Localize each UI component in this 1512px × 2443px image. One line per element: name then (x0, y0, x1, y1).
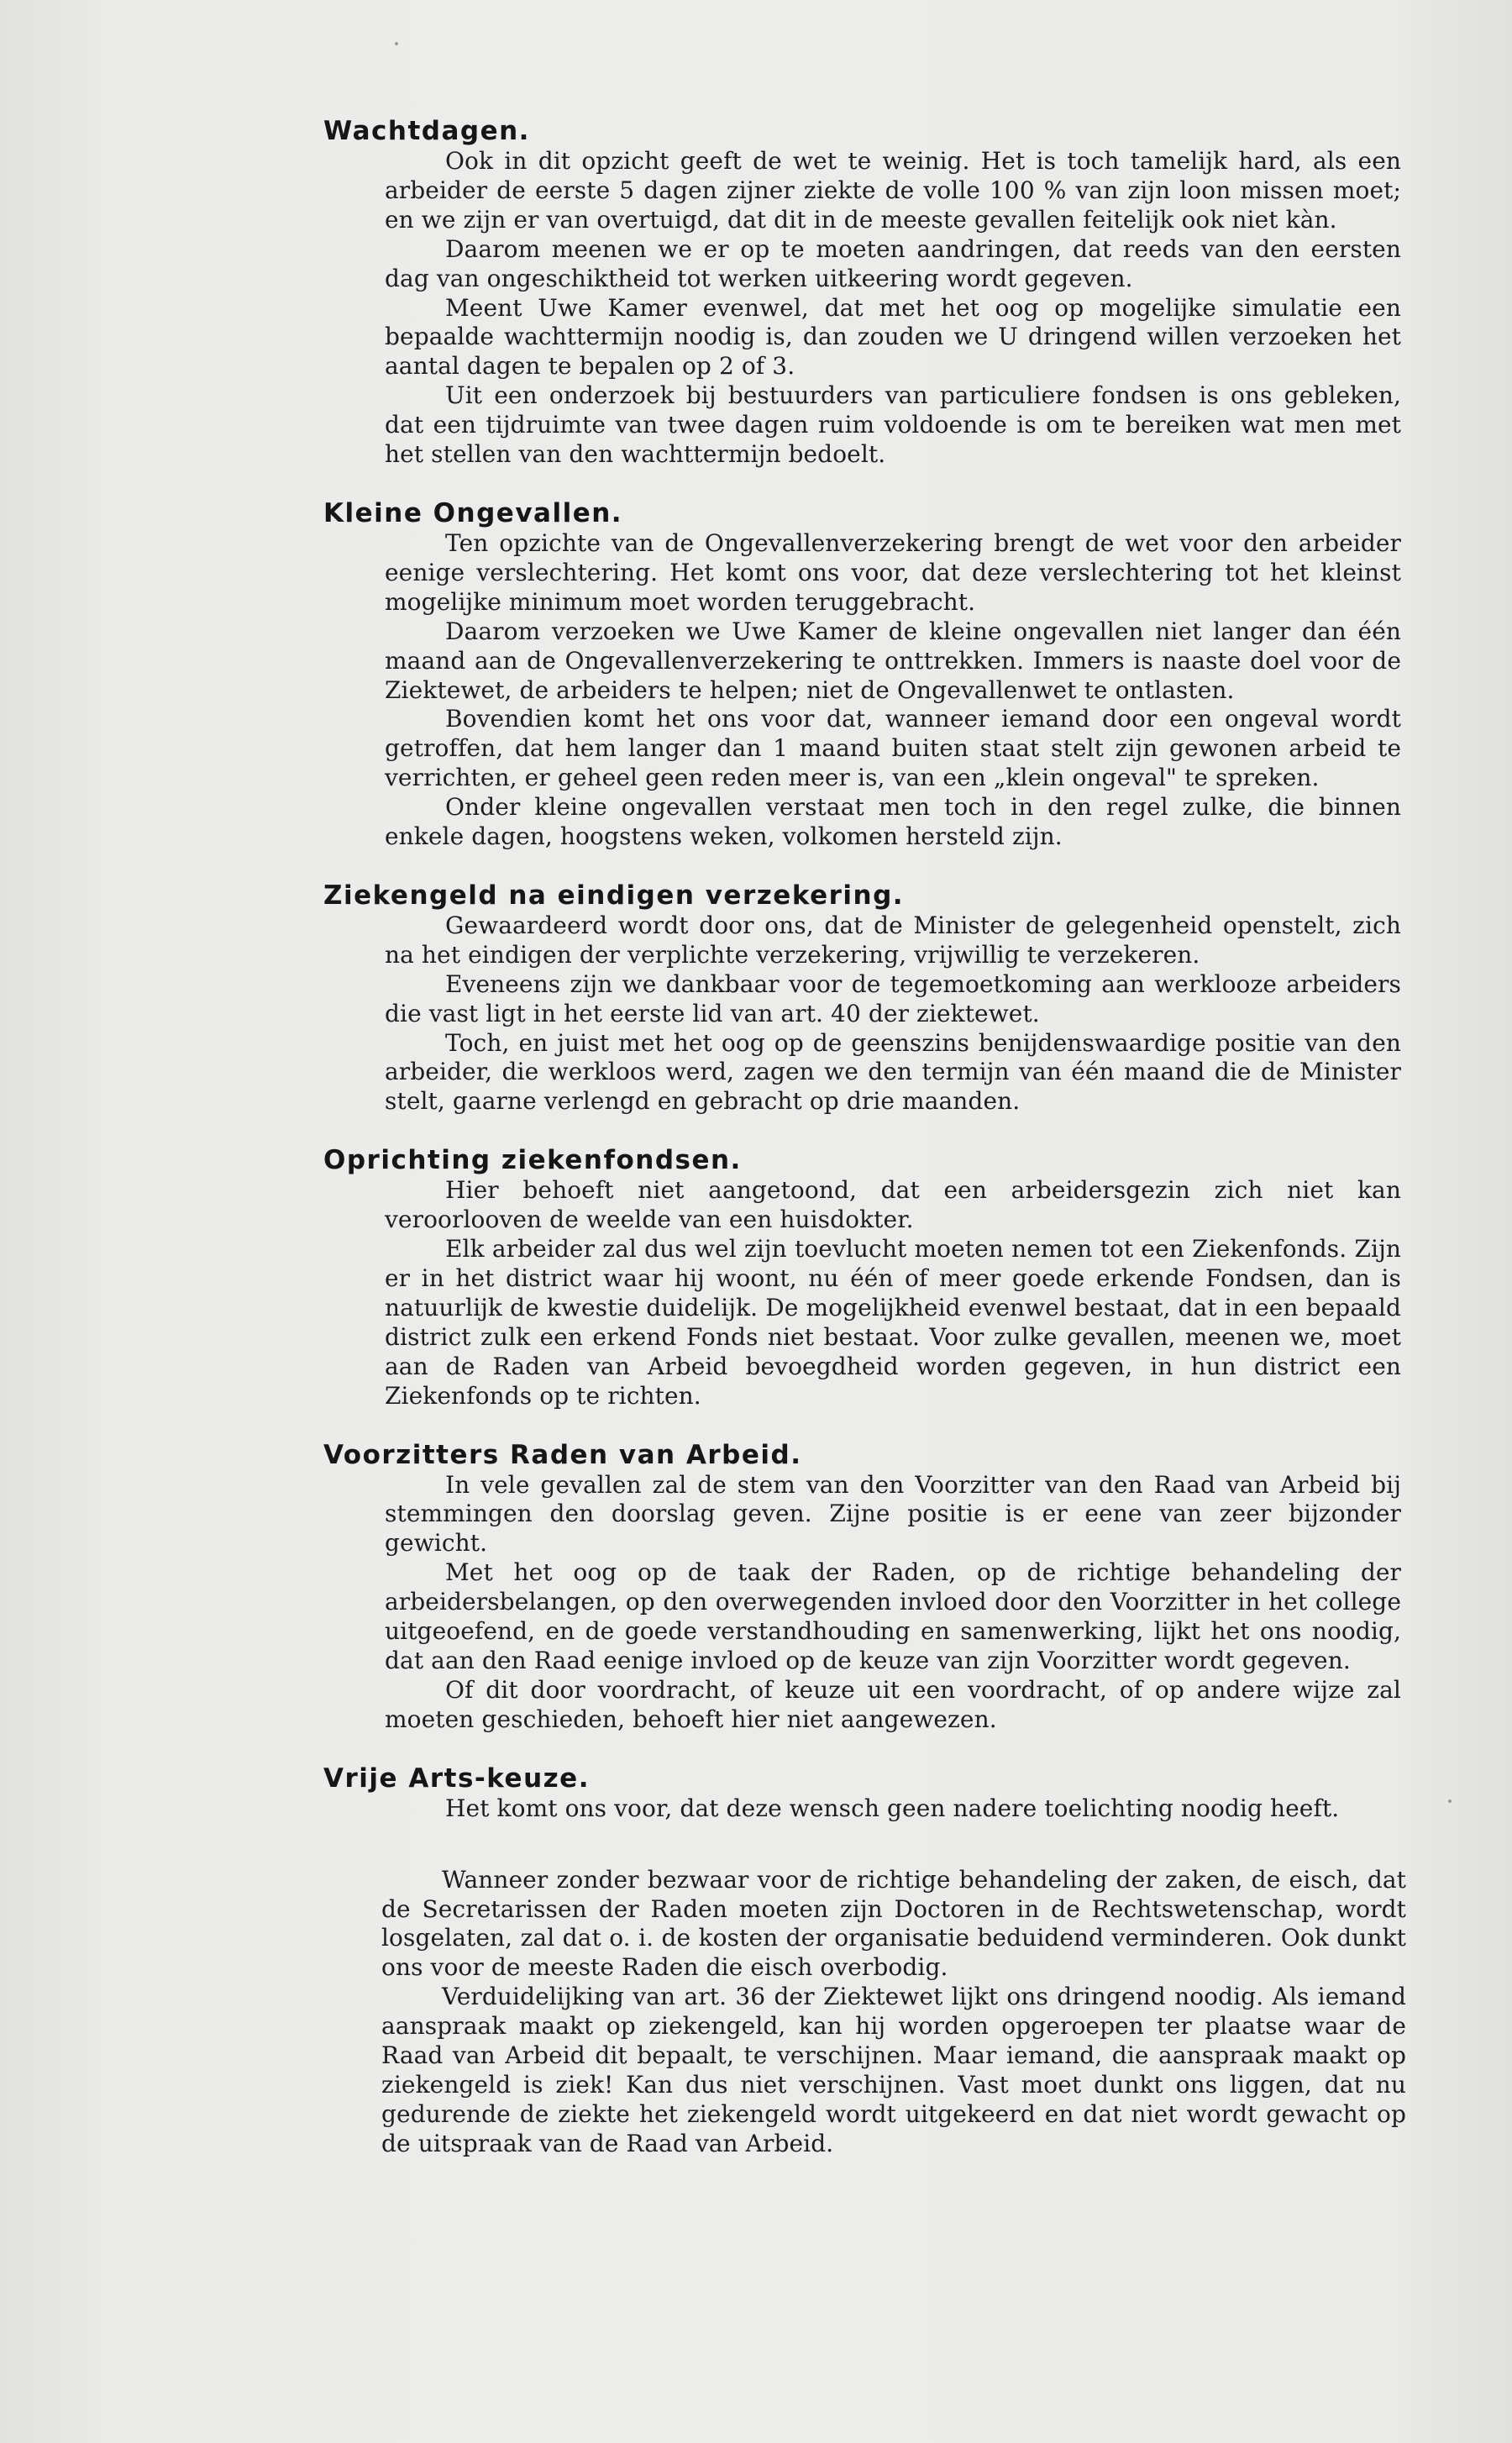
paragraph: Ook in dit opzicht geeft de wet te weinig. Het is toch tamelijk hard, als een arbeider de eerste 5 dagen zijner ziekte de volle 100 % van zijn loon missen moet; en we zijn er van overtuigd, dat dit in de meeste gevallen feitelijk ook niet kàn. (385, 147, 1401, 234)
paragraph: Uit een onderzoek bij bestuurders van particuliere fondsen is ons gebleken, dat een tijdruimte van twee dagen ruim voldoende is om te bereiken wat men met het stellen van den wachttermijn bedoelt. (385, 381, 1401, 469)
text-column (323, 116, 1406, 2159)
section-oprichting-ziekenfondsen (323, 1145, 1401, 1411)
paragraph: Of dit door voordracht, of keuze uit een voordracht, of op andere wijze zal moeten geschieden, behoeft hier niet aangewezen. (385, 1675, 1401, 1733)
paragraph: Hier behoeft niet aangetoond, dat een arbeidersgezin zich niet kan veroorlooven de weelde van een huisdokter. (385, 1176, 1401, 1234)
paragraph: Bovendien komt het ons voor dat, wanneer iemand door een ongeval wordt getroffen, dat hem langer dan 1 maand buiten staat stelt zijn gewonen arbeid te verrichten, er geheel geen reden meer is, van een „klein ongeval" te spreken. (385, 705, 1401, 792)
section-voorzitters (323, 1439, 1401, 1735)
paragraph: Het komt ons voor, dat deze wensch geen nadere toelichting noodig heeft. (445, 1794, 1340, 1822)
paragraph: Daarom meenen we er op te moeten aandringen, dat reeds van den eersten dag van ongeschiktheid tot werken uitkeering wordt gegeven. (385, 234, 1401, 292)
section-heading: Oprichting ziekenfondsen. (323, 1145, 742, 1176)
paragraph: Gewaardeerd wordt door ons, dat de Minister de gelegenheid openstelt, zich na het eindigen der verplichte verzekering, vrijwillig te verzekeren. (385, 911, 1401, 969)
section-heading: Kleine Ongevallen. (323, 497, 623, 528)
paragraph: Daarom verzoeken we Uwe Kamer de kleine ongevallen niet langer dan één maand aan de Ongevallenverzekering te onttrekken. Immers is naaste doel voor de Ziektewet, de arbeiders te helpen; niet de Ongevallenwet te ontlasten. (385, 617, 1401, 704)
paragraph: Met het oog op de taak der Raden, op de richtige behandeling der arbeidersbelangen, op den overwegenden invloed door den Voorzitter in het college uitgeoefend, en de goede verstandhouding en samenwerking, lijkt het ons noodig, dat aan den Raad eenige invloed op de keuze van zijn Voorzitter wordt gegeven. (385, 1558, 1401, 1674)
paragraph: Wanneer zonder bezwaar voor de richtige behandeling der zaken, de eisch, dat de Secretarissen der Raden moeten zijn Doctoren in de Rechtswetenschap, wordt losgelaten, zal dat o. i. de kosten der organisatie beduidend verminderen. Ook dunkt ons voor de meeste Raden die eisch overbodig. (381, 1865, 1406, 1982)
paragraph: Meent Uwe Kamer evenwel, dat met het oog op mogelijke simulatie een bepaalde wachttermijn noodig is, dan zouden we U dringend willen verzoeken het aantal dagen te bepalen op 2 of 3. (385, 293, 1401, 381)
paper-speck (395, 42, 398, 45)
section-heading: Voorzitters Raden van Arbeid. (323, 1439, 802, 1470)
section-ziekengeld (323, 880, 1401, 1116)
section-vrije-arts-keuze (323, 1763, 1401, 1824)
section-heading: Vrije Arts-keuze. (323, 1763, 590, 1794)
paragraph: Eveneens zijn we dankbaar voor de tegemoetkoming aan werklooze arbeiders die vast ligt in het eerste lid van art. 40 der ziektewet. (385, 969, 1401, 1027)
section-wachtdagen (323, 116, 1401, 470)
section-heading: Wachtdagen. (323, 116, 530, 146)
paragraph: Elk arbeider zal dus wel zijn toevlucht moeten nemen tot een Ziekenfonds. Zijn er in het district waar hij woont, nu één of meer goede erkende Fondsen, dan is natuurlijk de kwestie duidelijk. De mogelijkheid evenwel bestaat, dat in een bepaald district zulk een erkend Fonds niet bestaat. Voor zulke gevallen, meenen we, moet aan de Raden van Arbeid bevoegdheid worden gegeven, in hun district een Ziekenfonds op te richten. (385, 1235, 1401, 1410)
section-heading: Ziekengeld na eindigen verzekering. (323, 880, 905, 911)
paper-speck (1448, 1799, 1452, 1803)
paragraph: Ten opzichte van de Ongevallenverzekering brengt de wet voor den arbeider eenige verslechtering. Het komt ons voor, dat deze verslechtering tot het kleinst mogelijke minimum moet worden teruggebracht. (385, 528, 1401, 616)
section-kleine-ongevallen (323, 497, 1401, 852)
paragraph: Onder kleine ongevallen verstaat men toch in den regel zulke, die binnen enkele dagen, hoogstens weken, volkomen hersteld zijn. (385, 793, 1401, 851)
paragraph: Verduidelijking van art. 36 der Ziektewet lijkt ons dringend noodig. Als iemand aanspraak maakt op ziekengeld, kan hij worden opgeroepen ter plaatse waar de Raad van Arbeid dit bepaalt, te verschijnen. Maar iemand, die aanspraak maakt op ziekengeld is ziek! Kan dus niet verschijnen. Vast moet dunkt ons liggen, dat nu gedurende de ziekte het ziekengeld wordt uitgekeerd en dat niet wordt gewacht op de uitspraak van de Raad van Arbeid. (381, 1983, 1406, 2157)
paragraph: Toch, en juist met het oog op de geenszins benijdenswaardige positie van den arbeider, die werkloos werd, zagen we den termijn van één maand die de Minister stelt, gaarne verlengd en gebracht op drie maanden. (385, 1028, 1401, 1116)
paragraph: In vele gevallen zal de stem van den Voorzitter van den Raad van Arbeid bij stemmingen den doorslag geven. Zijne positie is er eene van zeer bijzonder gewicht. (385, 1470, 1401, 1558)
closing-remarks (381, 1865, 1406, 2159)
